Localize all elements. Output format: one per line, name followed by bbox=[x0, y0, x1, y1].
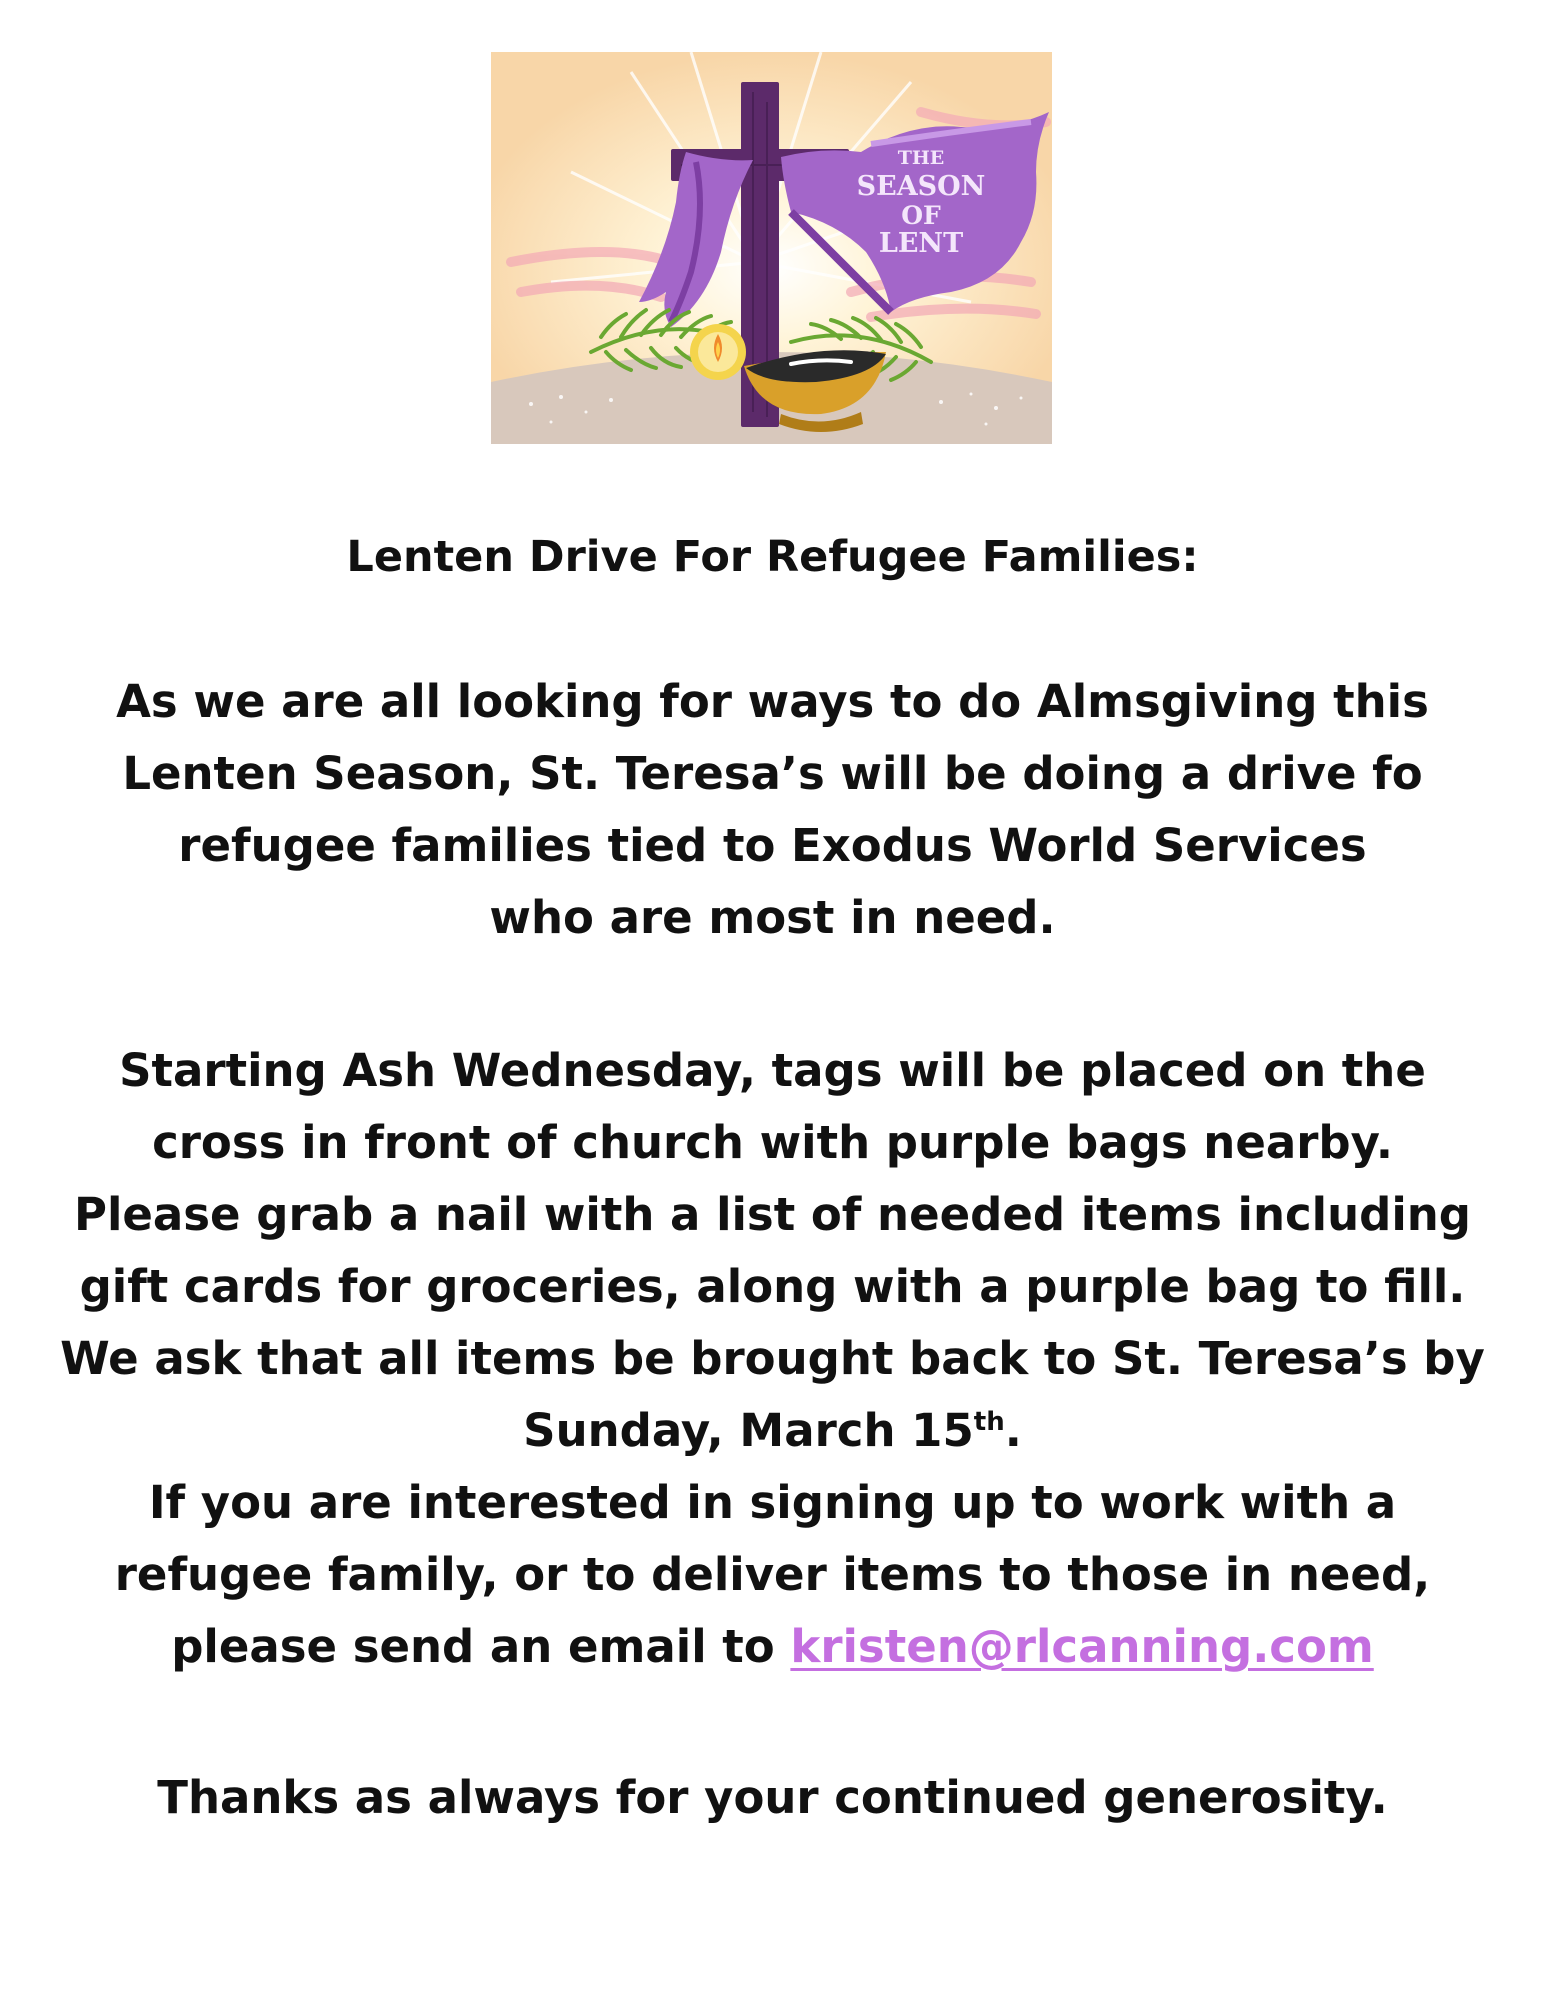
closing-text: Thanks as always for your continued generosity. bbox=[157, 1771, 1388, 1824]
email-line bbox=[0, 1611, 1545, 1683]
closing-paragraph bbox=[0, 1762, 1545, 1834]
paragraph-line: Lenten Season, St. Teresa’s will be doing a drive fo bbox=[122, 747, 1423, 800]
paragraph-line: As we are all looking for ways to do Almsgiving this bbox=[116, 675, 1429, 728]
date-suffix: th bbox=[973, 1407, 1005, 1437]
paragraph-line: refugee family, or to deliver items to those in need, bbox=[114, 1548, 1431, 1601]
almsgiving-paragraph bbox=[0, 666, 1545, 954]
banner-title-line: OF bbox=[901, 201, 941, 230]
paragraph-line: Starting Ash Wednesday, tags will be placed on the bbox=[119, 1044, 1426, 1097]
banner-title-line: LENT bbox=[878, 228, 964, 259]
return-date: Sunday, March 15 bbox=[523, 1404, 974, 1457]
banner-title-line: SEASON bbox=[856, 171, 986, 202]
paragraph-line: gift cards for groceries, along with a purple bag to fill. bbox=[79, 1260, 1466, 1313]
email-prefix: please send an email to bbox=[171, 1620, 791, 1673]
banner-title-line: THE bbox=[897, 147, 945, 169]
drive-heading bbox=[0, 522, 1545, 592]
paragraph-line: We ask that all items be brought back to St. Teresa’s by bbox=[60, 1332, 1485, 1385]
paragraph-line: who are most in need. bbox=[489, 891, 1056, 944]
paragraph-line: refugee families tied to Exodus World Services bbox=[178, 819, 1367, 872]
date-period: . bbox=[1004, 1404, 1022, 1457]
paragraph-line: cross in front of church with purple bags nearby. bbox=[152, 1116, 1393, 1169]
return-date-line bbox=[0, 1395, 1545, 1467]
paragraph-line: Please grab a nail with a list of needed items including bbox=[73, 1188, 1472, 1241]
season-of-lent-banner bbox=[491, 52, 1052, 444]
heading-text: Lenten Drive For Refugee Families: bbox=[346, 532, 1199, 582]
email-link[interactable]: kristen@rlcanning.com bbox=[790, 1620, 1374, 1673]
candle bbox=[690, 324, 746, 380]
instructions-paragraph bbox=[0, 1035, 1545, 1683]
paragraph-line: If you are interested in signing up to work with a bbox=[148, 1476, 1397, 1529]
